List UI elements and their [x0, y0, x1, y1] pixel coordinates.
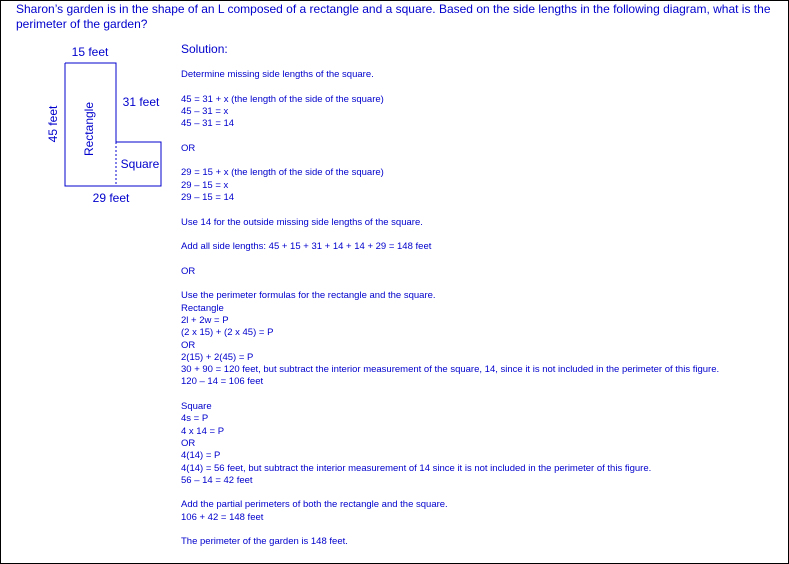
- solution-line: 56 – 14 = 42 feet: [181, 474, 253, 486]
- garden-diagram: [1, 1, 181, 211]
- solution-line: Add all side lengths: 45 + 15 + 31 + 14 + 14 + 29 = 148 feet: [181, 241, 432, 253]
- solution-line: OR: [181, 142, 196, 154]
- solution-line: 4 x 14 = P: [181, 425, 225, 437]
- solution-line: Use 14 for the outside missing side lengths of the square.: [181, 216, 423, 228]
- solution-line: Determine missing side lengths of the square.: [181, 69, 374, 80]
- right-side-label: 31 feet: [122, 95, 160, 109]
- solution-line: [181, 487, 781, 499]
- solution-line: 120 – 14 = 106 feet: [181, 376, 264, 388]
- rectangle-label: Rectangle: [82, 101, 96, 157]
- solution-line: 29 = 15 + x (the length of the side of the square): [181, 167, 384, 179]
- solution-line: [181, 278, 781, 290]
- solution-line: The perimeter of the garden is 148 feet.: [181, 536, 348, 548]
- solution-line: OR: [181, 339, 196, 351]
- solution-line: [181, 229, 781, 241]
- solution-line: [181, 81, 781, 93]
- solution-line: 30 + 90 = 120 feet, but subtract the interior measurement of the square, 14, since it is not included in the perimeter of this figure.: [181, 364, 720, 376]
- solution-line: [181, 524, 781, 536]
- solution-line: 4s = P: [181, 413, 209, 425]
- solution-line: 45 = 31 + x (the length of the side of the square): [181, 93, 384, 105]
- solution-line: OR: [181, 437, 196, 449]
- solution-line: [181, 130, 781, 142]
- solution-line: 2l + 2w = P: [181, 314, 229, 326]
- solution-line: Add the partial perimeters of both the rectangle and the square.: [181, 499, 448, 511]
- solution-line: 4(14) = 56 feet, but subtract the interior measurement of 14 since it is not included in the perimeter of this figure.: [181, 462, 652, 474]
- solution-line: 4(14) = P: [181, 450, 221, 462]
- solution-line: Use the perimeter formulas for the rectangle and the square.: [181, 290, 436, 302]
- question-text: Sharon’s garden is in the shape of an L composed of a rectangle and a square. Based on the side lengths in the following diagram, what is the perimeter of the garden?: [16, 2, 771, 31]
- bottom-side-label: 29 feet: [92, 191, 130, 205]
- left-side-label: 45 feet: [46, 105, 60, 143]
- solution-line: [181, 253, 781, 265]
- solution-line: [181, 389, 781, 401]
- solution-line: 2(15) + 2(45) = P: [181, 351, 254, 363]
- solution-steps: [181, 69, 781, 549]
- square-label: Square: [120, 157, 160, 171]
- top-side-label: 15 feet: [71, 45, 109, 59]
- solution-line: [181, 204, 781, 216]
- solution-line: 29 – 15 = x: [181, 179, 229, 191]
- solution-line: Square: [181, 401, 212, 413]
- solution-title: Solution:: [181, 42, 228, 56]
- solution-line: 45 – 31 = 14: [181, 118, 235, 130]
- solution-line: 29 – 15 = 14: [181, 191, 235, 203]
- solution-line: [181, 155, 781, 167]
- solution-line: OR: [181, 265, 196, 277]
- solution-line: 45 – 31 = x: [181, 105, 229, 117]
- solution-line: Rectangle: [181, 302, 224, 314]
- solution-line: 106 + 42 = 148 feet: [181, 511, 264, 523]
- solution-line: (2 x 15) + (2 x 45) = P: [181, 327, 274, 339]
